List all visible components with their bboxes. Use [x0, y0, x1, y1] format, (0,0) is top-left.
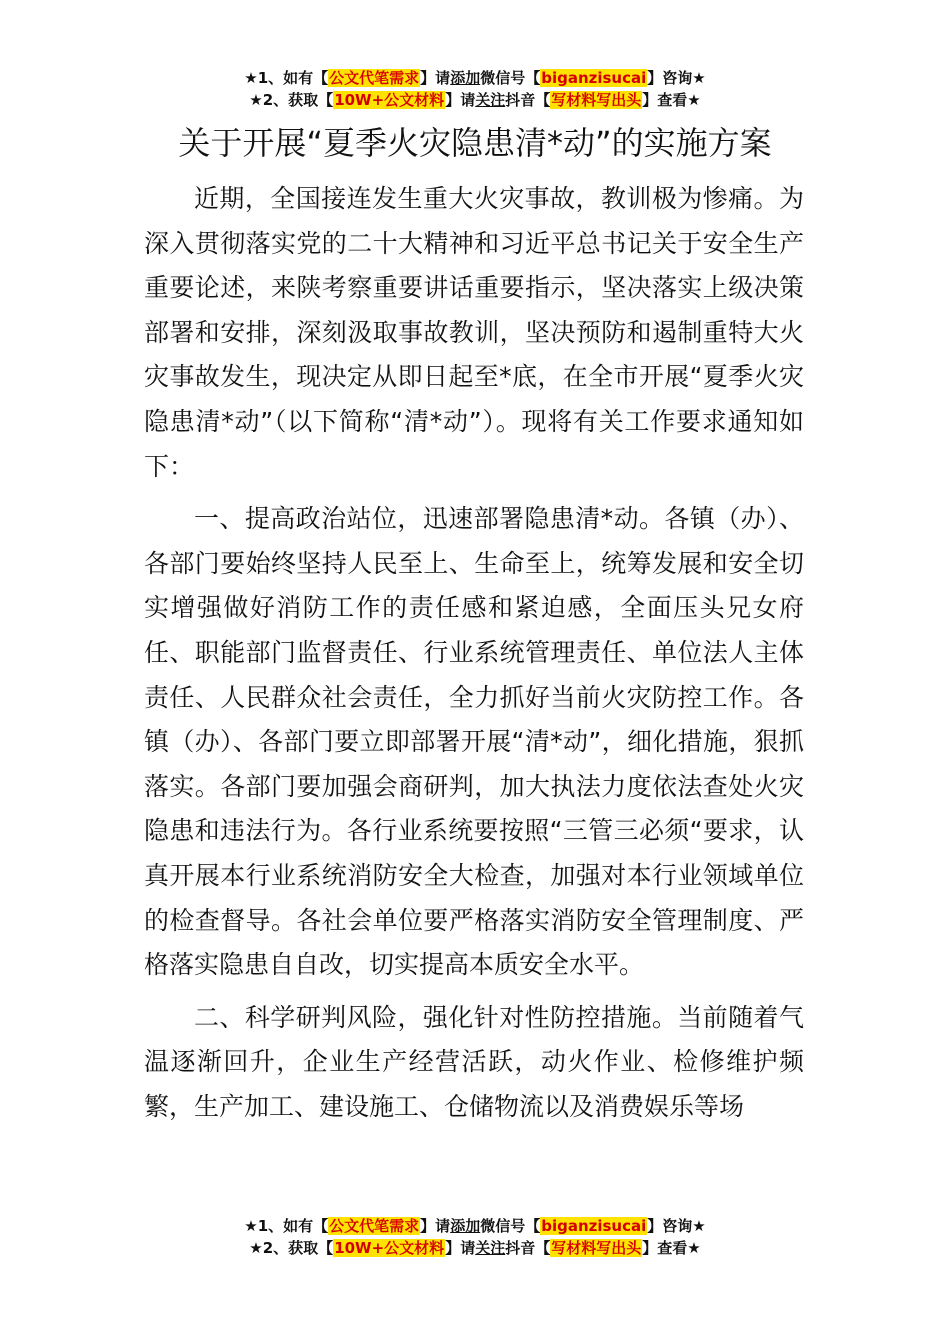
promo-highlight: biganzisucai: [541, 1217, 647, 1235]
footer-promo-banner: [0, 1215, 950, 1259]
promo-highlight: 公文代笔需求: [329, 69, 420, 87]
document-body: [144, 177, 804, 1137]
promo-highlight: biganzisucai: [541, 69, 647, 87]
promo-highlight: 10W+公文材料: [334, 91, 445, 109]
document-title: 关于开展“夏季火灾隐患清*动”的实施方案: [178, 124, 772, 162]
promo-line-1: ★1、如有【公文代笔需求】请添加微信号【biganzisucai】咨询★: [244, 69, 706, 87]
paragraph: 近期，全国接连发生重大火灾事故，教训极为惨痛。为深入贯彻落实党的二十大精神和习近平总书记关于安全生产重要论述，来陕考察重要讲话重要指示，坚决落实上级决策部署和安排，深刻汲取事故教训，坚决预防和遏制重特大火灾事故发生，现决定从即日起至*底，在全市开展“夏季火灾隐患清*动”（以下简称“清*动”）。现将有关工作要求通知如下：: [144, 184, 804, 481]
promo-highlight: 公文代笔需求: [329, 1217, 420, 1235]
paragraph: 一、提高政治站位，迅速部署隐患清*动。各镇（办）、各部门要始终坚持人民至上、生命至上，统筹发展和安全切实增强做好消防工作的责任感和紧迫感，全面压头兄女府任、职能部门监督责任、行业系统管理责任、单位法人主体责任、人民群众社会责任，全力抓好当前火灾防控工作。各镇（办）、各部门要立即部署开展“清*动”，细化措施，狠抓落实。各部门要加强会商研判，加大执法力度依法查处火灾隐患和违法行为。各行业系统要按照“三管三必须“要求，认真开展本行业系统消防安全大检查，加强对本行业领域单位的检查督导。各社会单位要严格落实消防安全管理制度、严格落实隐患自自改，切实提高本质安全水平。: [144, 504, 804, 980]
header-promo-banner: [0, 67, 950, 111]
promo-highlight: 写材料写出头: [551, 1239, 642, 1257]
promo-highlight: 写材料写出头: [551, 91, 642, 109]
paragraph: 二、科学研判风险，强化针对性防控措施。当前随着气温逐渐回升，企业生产经营活跃，动火作业、检修维护频繁，生产加工、建设施工、仓储物流以及消费娱乐等场: [144, 1002, 804, 1121]
promo-highlight: 10W+公文材料: [334, 1239, 445, 1257]
promo-line-1: ★1、如有【公文代笔需求】请添加微信号【biganzisucai】咨询★: [244, 1217, 706, 1235]
promo-line-2: ★2、获取【10W+公文材料】请关注抖音【写材料写出头】查看★: [249, 91, 701, 109]
promo-line-2: ★2、获取【10W+公文材料】请关注抖音【写材料写出头】查看★: [249, 1239, 701, 1257]
